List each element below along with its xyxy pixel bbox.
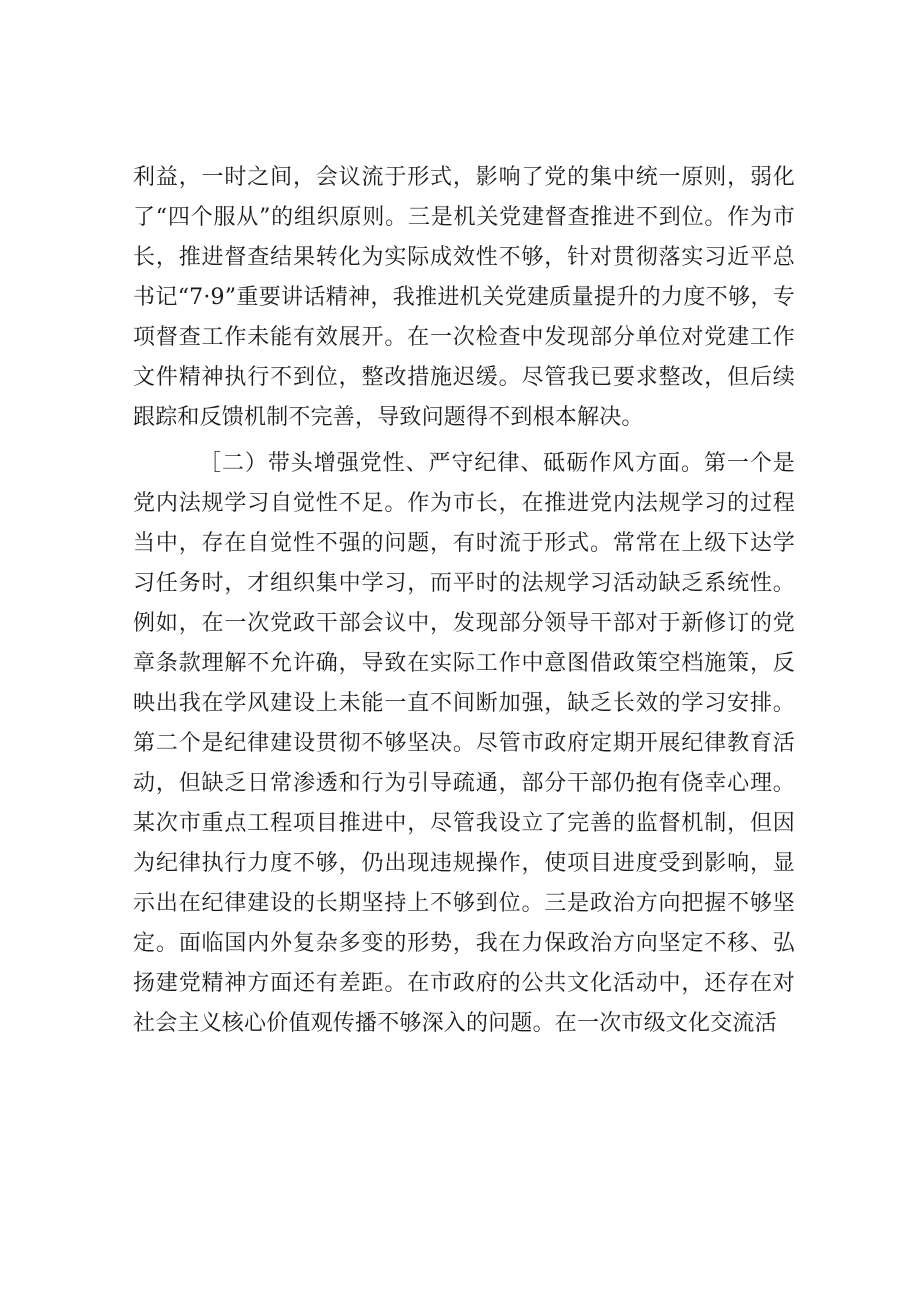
document-body <box>133 158 795 1044</box>
paragraph-1: 利益，一时之间，会议流于形式，影响了党的集中统一原则，弱化了“四个服从”的组织原则。三是机关党建督查推进不到位。作为市长，推进督查结果转化为实际成效性不够，针对贯彻落实习近平总书记“7·9”重要讲话精神，我推进机关党建质量提升的力度不够，专项督查工作未能有效展开。在一次检查中发现部分单位对党建工作文件精神执行不到位，整改措施迟缓。尽管我已要求整改，但后续跟踪和反馈机制不完善，导致问题得不到根本解决。 <box>133 165 795 430</box>
paragraph-2: ［二）带头增强党性、严守纪律、砥砺作风方面。第一个是党内法规学习自觉性不足。作为市长，在推进党内法规学习的过程当中，存在自觉性不强的问题，有时流于形式。常常在上级下达学习任务时，才组织集中学习，而平时的法规学习活动缺乏系统性。例如，在一次党政干部会议中，发现部分领导干部对于新修订的党章条款理解不允许确，导致在实际工作中意图借政策空档施策，反映出我在学风建设上未能一直不间断加强，缺乏长效的学习安排。第二个是纪律建设贯彻不够坚决。尽管市政府定期开展纪律教育活动，但缺乏日常渗透和行为引导疏通，部分干部仍抱有侥幸心理。某次市重点工程项目推进中，尽管我设立了完善的监督机制，但因为纪律执行力度不够，仍出现违规操作，使项目进度受到影响，显示出在纪律建设的长期坚持上不够到位。三是政治方向把握不够坚定。面临国内外复杂多变的形势，我在力保政治方向坚定不移、弘扬建党精神方面还有差距。在市政府的公共文化活动中，还存在对社会主义核心价值观传播不够深入的问题。在一次市级文化交流活 <box>133 451 795 1036</box>
